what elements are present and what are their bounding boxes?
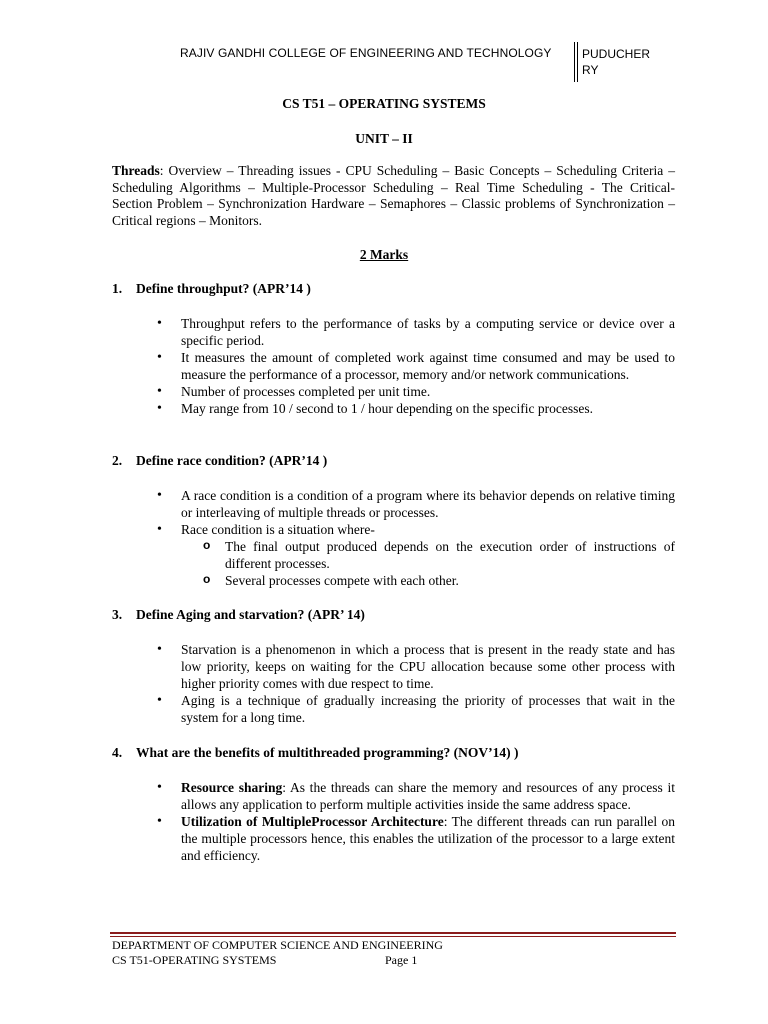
footer-rule [110,932,676,934]
answer-1-list [157,315,675,417]
section-heading: 2 Marks [359,247,409,262]
list-item-text: : The different threads can run parallel on the multiple processors hence, this enables the utilization of the processor to a large extent and efficiency. [181,814,675,863]
list-item-text: Race condition is a situation where- [181,522,375,537]
question-text: Define throughput? (APR’14 ) [136,281,311,296]
course-title: CS T51 – OPERATING SYSTEMS [282,96,486,111]
list-item [157,813,675,864]
intro-text: : Overview – Threading issues - CPU Scheduling – Basic Concepts – Scheduling Criteria – Scheduling Algorithms – Multiple-Processor Scheduling – Real Time Scheduling - The Critical- Section Problem – Synchronization Hardware – Semaphores – Classic problems of Synchronization – Critical regions – Monitors. [112,163,675,228]
list-item-text: : As the threads can share the memory and resources of any process it allows any application to perform multiple activities inside the same address space. [181,780,675,812]
footer-page-number: Page 1 [385,953,418,967]
syllabus-intro [112,163,675,229]
list-item: • Starvation is a phenomenon in which a process that is present in the ready state and has low priority, keeps on waiting for the CPU allocation because some other process with higher priority comes with due respect to time. [157,641,675,692]
sub-list-item: o Several processes compete with each other. [203,572,675,589]
list-item-label: Resource sharing [181,780,283,795]
question-2 [112,453,327,469]
question-3 [112,607,365,623]
list-item: • It measures the amount of completed work against time consumed and may be used to measure the performance of a processor, memory and/or network communications. [157,349,675,383]
list-item: • A race condition is a condition of a program where its behavior depends on relative timing or interleaving of multiple threads or processes. [157,487,675,521]
question-number: 2. [112,453,123,468]
question-text: Define Aging and starvation? (APR’ 14) [136,607,365,622]
list-item: • Aging is a technique of gradually increasing the priority of processes that wait in the system for a long time. [157,692,675,726]
list-item: • Number of processes completed per unit time. [157,383,675,400]
question-number: 1. [112,281,123,296]
question-text: What are the benefits of multithreaded programming? (NOV’14) ) [136,745,519,760]
footer-department: DEPARTMENT OF COMPUTER SCIENCE AND ENGINEERING [112,938,443,952]
header-divider [577,42,578,82]
question-number: 4. [112,745,123,760]
list-item-label: Utilization of MultipleProcessor Architecture [181,814,444,829]
list-item: • Throughput refers to the performance of tasks by a computing service or device over a specific period. [157,315,675,349]
question-number: 3. [112,607,123,622]
sub-list [181,538,675,589]
list-item: • May range from 10 / second to 1 / hour depending on the specific processes. [157,400,675,417]
header-city: PUDUCHERRY [582,47,651,77]
sub-list-item: o The final output produced depends on the execution order of instructions of different processes. [203,538,675,572]
header-college-name: RAJIV GANDHI COLLEGE OF ENGINEERING AND TECHNOLOGY [180,46,552,60]
question-4 [112,745,518,761]
intro-label: Threads [112,163,160,178]
question-text: Define race condition? (APR’14 ) [136,453,328,468]
footer-rule [110,936,676,937]
footer-course: CS T51-OPERATING SYSTEMS [112,953,277,967]
answer-3-list [157,641,675,726]
header-divider [574,42,575,82]
answer-4-list [157,779,675,864]
unit-title: UNIT – II [355,131,413,146]
list-item [157,521,675,589]
answer-2-list [157,487,675,589]
question-1 [112,281,311,297]
list-item [157,779,675,813]
